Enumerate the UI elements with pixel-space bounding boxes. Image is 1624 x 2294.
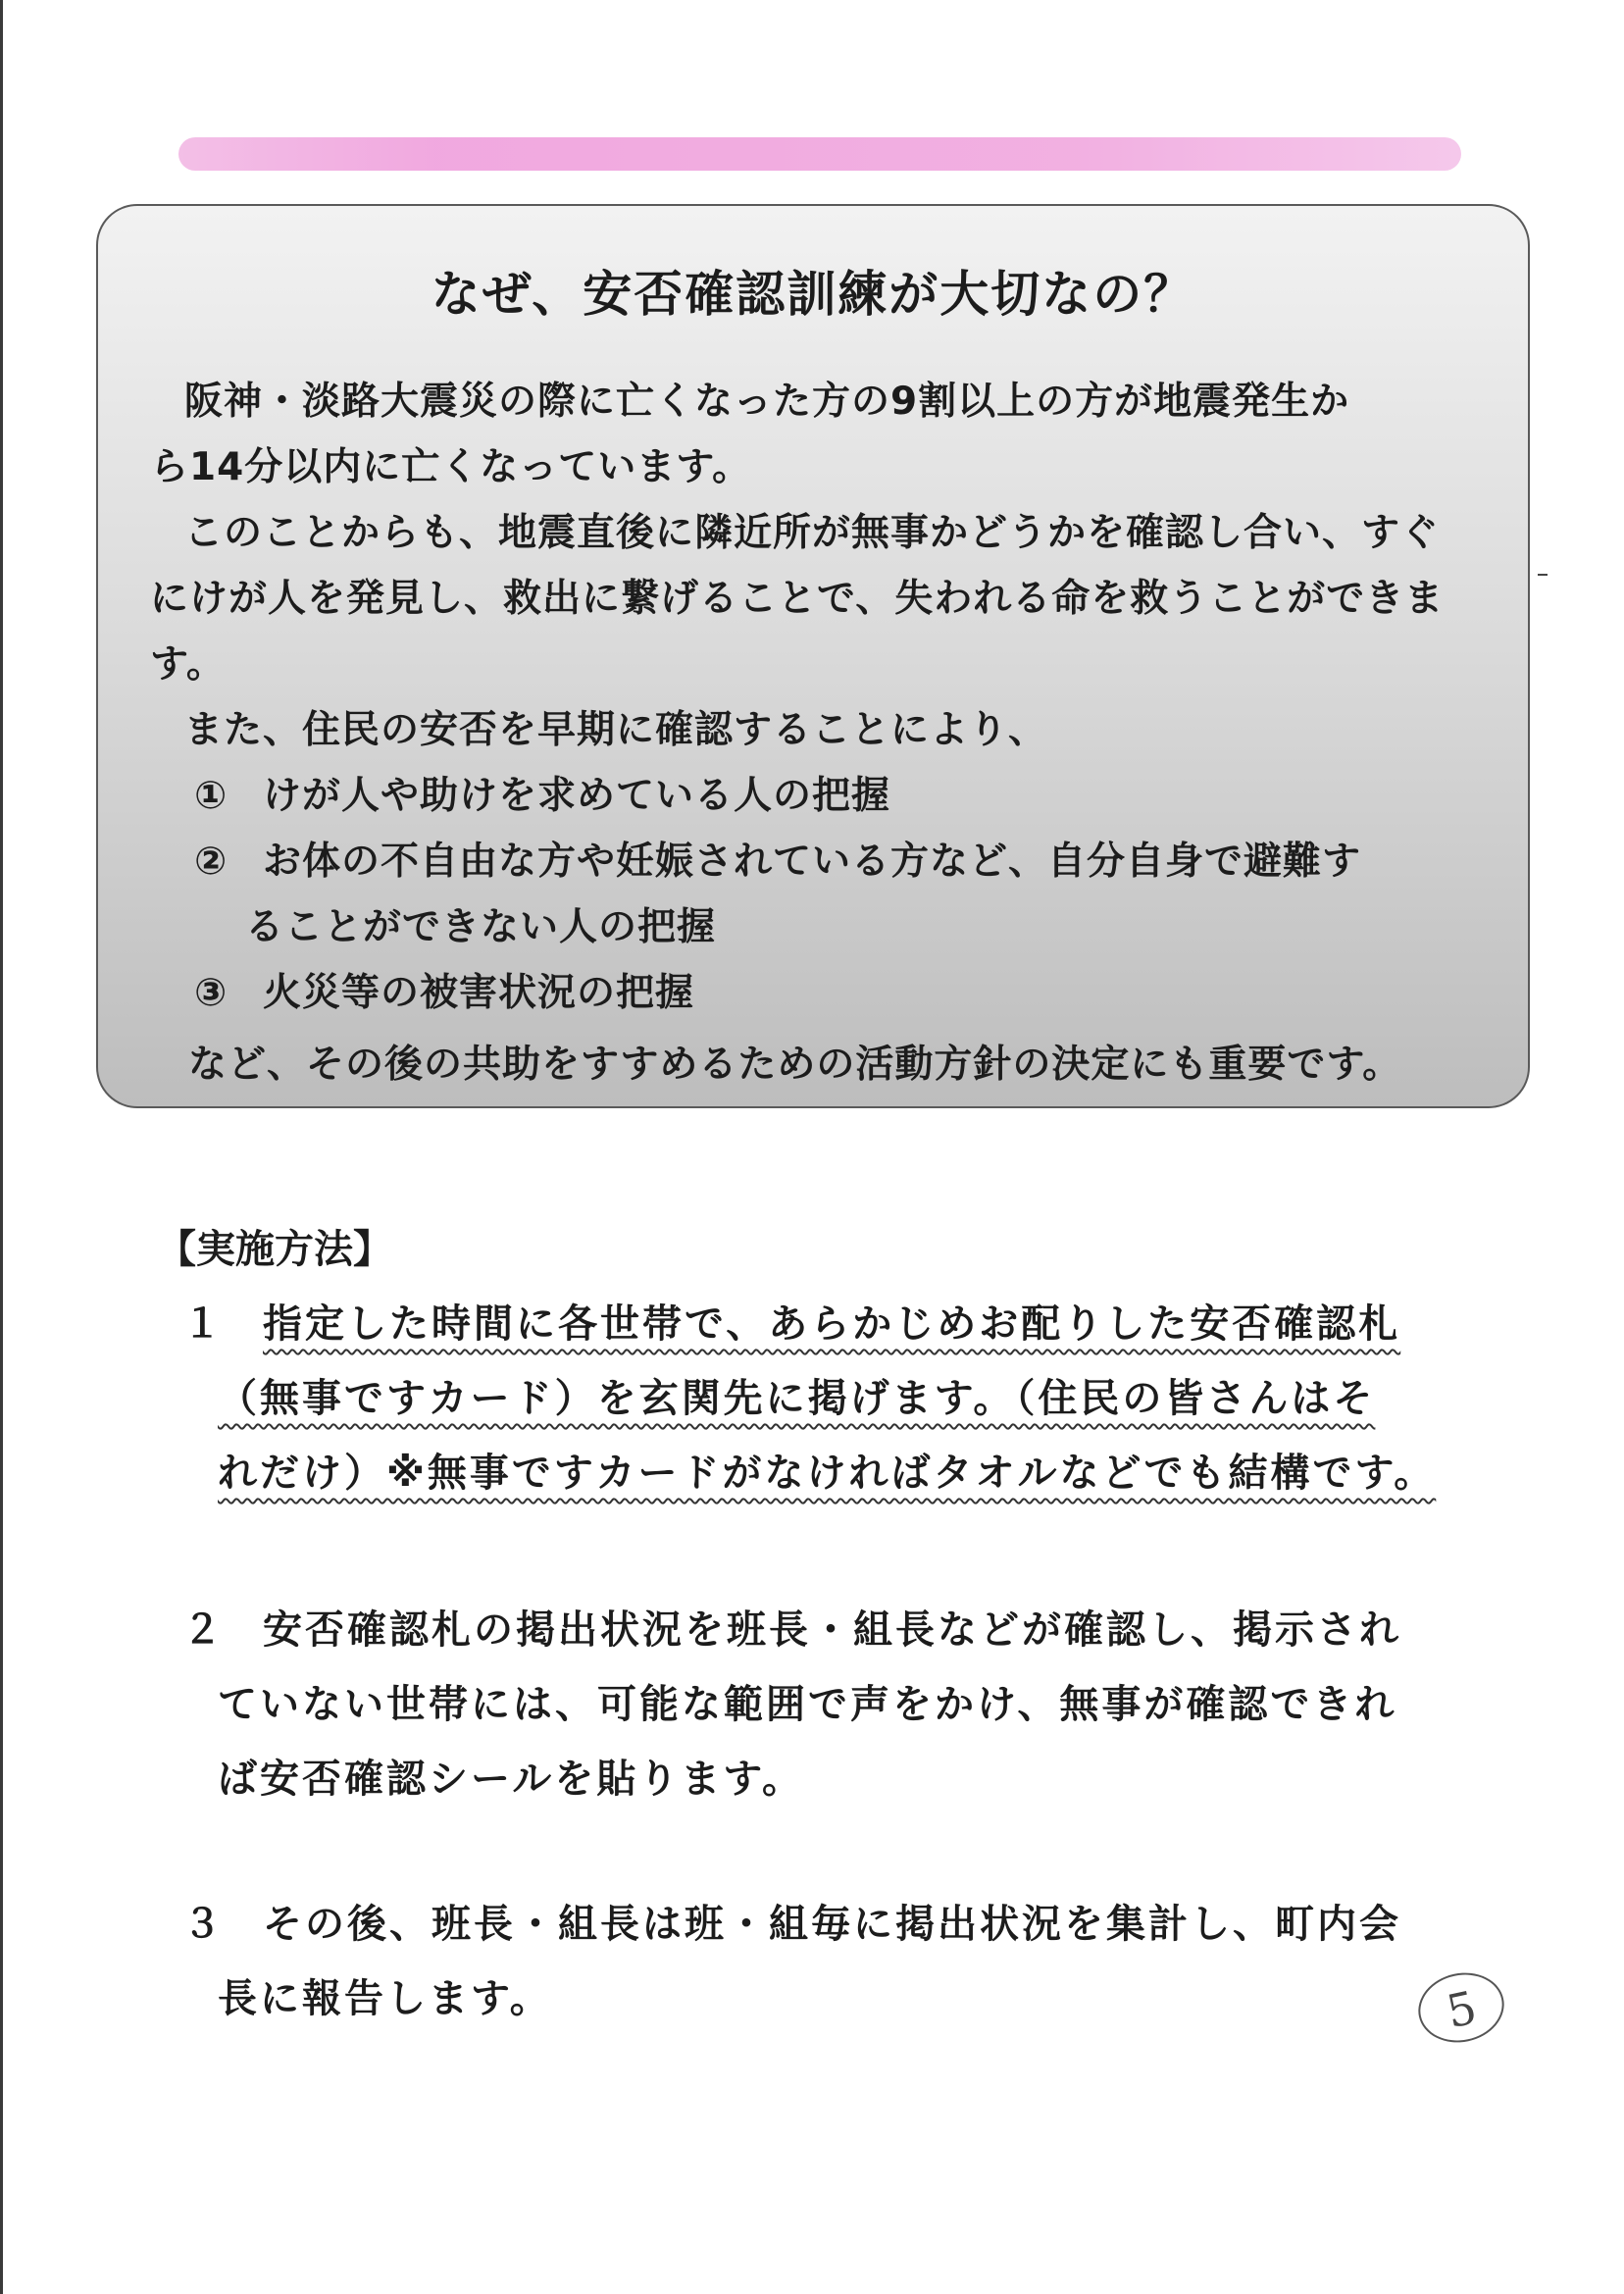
list-item-text: ることができない人の把握 (245, 905, 717, 949)
info-paragraph-line: このことからも、地震直後に隣近所が無事かどうかを確認し合い、すぐ (184, 511, 1441, 555)
handwritten-page-number: 5 (1412, 1965, 1511, 2051)
info-paragraph-line: 阪神・淡路大震災の際に亡くなった方の9割以上の方が地震発生か (184, 380, 1350, 424)
info-box-title: なぜ、安否確認訓練が大切なの？ (431, 266, 1195, 323)
list-item-text: 火災等の被害状況の把握 (263, 971, 695, 1015)
list-item-text: けが人や助けを求めている人の把握 (263, 774, 891, 818)
scan-edge (0, 0, 3, 2294)
info-closing-line: など、その後の共助をすすめるための活動方針の決定にも重要です。 (188, 1043, 1402, 1087)
scan-mark (1538, 574, 1548, 576)
list-marker: ② (194, 840, 228, 884)
pink-highlight-stripe (178, 137, 1461, 171)
list-marker: ① (194, 774, 228, 818)
step-line: ていない世帯には、可能な範囲で声をかけ、無事が確認できれ (218, 1682, 1397, 1727)
info-list-item (194, 831, 1361, 886)
info-paragraph-line: ら14分以内に亡くなっています。 (150, 445, 752, 489)
method-heading: 【実施方法】 (157, 1227, 392, 1272)
info-list-item-continuation (245, 896, 716, 951)
step-number: １ (182, 1301, 222, 1347)
list-marker: ③ (194, 971, 228, 1015)
info-box (96, 204, 1530, 1108)
step-line: れだけ）※無事ですカードがなければタオルなどでも結構です。 (218, 1451, 1437, 1496)
step-line: その後、班長・組長は班・組毎に掲出状況を集計し、町内会 (263, 1902, 1401, 1947)
step-number: ２ (182, 1607, 222, 1653)
info-list-item (194, 962, 694, 1017)
step-line: 安否確認札の掲出状況を班長・組長などが確認し、掲示され (263, 1607, 1401, 1653)
info-list-item (194, 765, 890, 820)
info-paragraph-line: す。 (150, 642, 226, 687)
step-line: （無事ですカード）を玄関先に掲げます。（住民の皆さんはそ (218, 1376, 1376, 1421)
step-line: 長に報告します。 (218, 1976, 552, 2021)
step-number: ３ (182, 1902, 222, 1947)
info-paragraph-line: にけが人を発見し、救出に繋げることで、失われる命を救うことができま (150, 577, 1445, 621)
step-line: ば安否確認シールを貼ります。 (218, 1757, 804, 1802)
info-paragraph-line: また、住民の安否を早期に確認することにより、 (184, 708, 1048, 752)
list-item-text: お体の不自由な方や妊娠されている方など、自分自身で避難す (263, 840, 1362, 884)
step-line: 指定した時間に各世帯で、あらかじめお配りした安否確認札 (263, 1301, 1401, 1347)
